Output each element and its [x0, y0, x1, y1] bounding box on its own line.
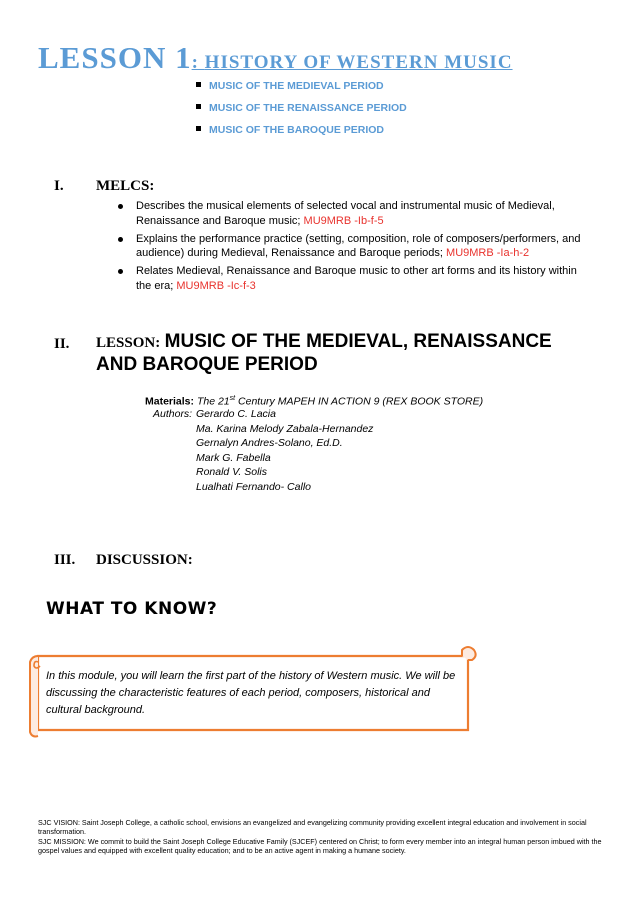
author: Ronald V. Solis [196, 466, 268, 479]
intro-line: cultural background. [46, 704, 146, 716]
author: Gernalyn Andres-Solano, Ed.D. [196, 437, 343, 450]
lesson-colon: : [191, 52, 205, 73]
topic-item: MUSIC OF THE MEDIEVAL PERIOD [196, 78, 407, 100]
melc-code: MU9MRB -Ic-f-3 [176, 279, 256, 292]
lesson-heading [96, 331, 616, 353]
melc-code: MU9MRB -Ia-h-2 [446, 247, 530, 260]
bullet-icon [118, 204, 123, 209]
authors-label: Authors: [153, 408, 193, 420]
intro-line: In this module, you will learn the first part of the history of Western music. We will be [46, 670, 456, 682]
mission-text: SJC MISSION: We commit to build the Saint Joseph College Educative Family (SJCEF) centered on Christ; to form every member into an integral human person imbued with the gospel values and equipped with excellent quality education; and to be an active agent in making a humane society. [38, 836, 602, 856]
topic-item: MUSIC OF THE RENAISSANCE PERIOD [196, 100, 407, 122]
section-number-1: I. [54, 178, 64, 194]
melc-item: Describes the musical elements of selected vocal and instrumental music of Medieval, Renaissance and Baroque music; MU9MRB -Ib-f-5 [118, 199, 588, 229]
discussion-heading: DISCUSSION: [96, 552, 193, 568]
lesson-topic-line2: AND BAROQUE PERIOD [96, 354, 318, 375]
footer [38, 818, 608, 856]
square-bullet-icon [196, 126, 201, 131]
melc-code: MU9MRB -Ib-f-5 [303, 214, 384, 227]
intro-line: discussing the characteristic features of each period, composers, historical and [46, 687, 430, 699]
melcs-list [118, 199, 588, 297]
lesson-title [38, 40, 513, 76]
square-bullet-icon [196, 104, 201, 109]
intro-text [46, 668, 466, 719]
authors-list [196, 407, 373, 495]
topic-item: MUSIC OF THE BAROQUE PERIOD [196, 122, 407, 144]
lesson-label: LESSON: [96, 335, 161, 351]
bullet-icon [118, 237, 123, 242]
lesson-title-text: HISTORY OF WESTERN MUSIC [204, 52, 513, 73]
melcs-heading: MELCS: [96, 178, 155, 194]
melc-item: Relates Medieval, Renaissance and Baroque music to other art forms and its history within the era; MU9MRB -Ic-f-3 [118, 264, 588, 294]
section-number-2: II. [54, 336, 70, 352]
section-number-3: III. [54, 552, 76, 568]
lesson-number: LESSON 1 [38, 40, 192, 75]
bullet-icon [118, 269, 123, 274]
author: Gerardo C. Lacia [196, 408, 276, 420]
author: Ma. Karina Melody Zabala-Hernandez [196, 422, 374, 435]
materials-line: Materials: The 21st Century MAPEH IN ACTION 9 (REX BOOK STORE) [145, 395, 484, 408]
what-to-know-heading: WHAT TO KNOW? [46, 599, 218, 619]
materials-label: Materials: [145, 395, 195, 408]
author: Mark G. Fabella [196, 451, 271, 464]
melc-item: Explains the performance practice (setting, composition, role of composers/performers, and audience) during Medieval, Renaissance and Baroque periods; MU9MRB -Ia-h-2 [118, 232, 588, 262]
square-bullet-icon [196, 82, 201, 87]
topic-list [196, 78, 407, 144]
lesson-topic-line1: MUSIC OF THE MEDIEVAL, RENAISSANCE [164, 331, 552, 352]
author: Lualhati Fernando- Callo [196, 480, 311, 493]
vision-text: SJC VISION: Saint Joseph College, a catholic school, envisions an evangelized and evangelizing community providing excellent integral education and involvement in social transformation. [38, 818, 587, 837]
